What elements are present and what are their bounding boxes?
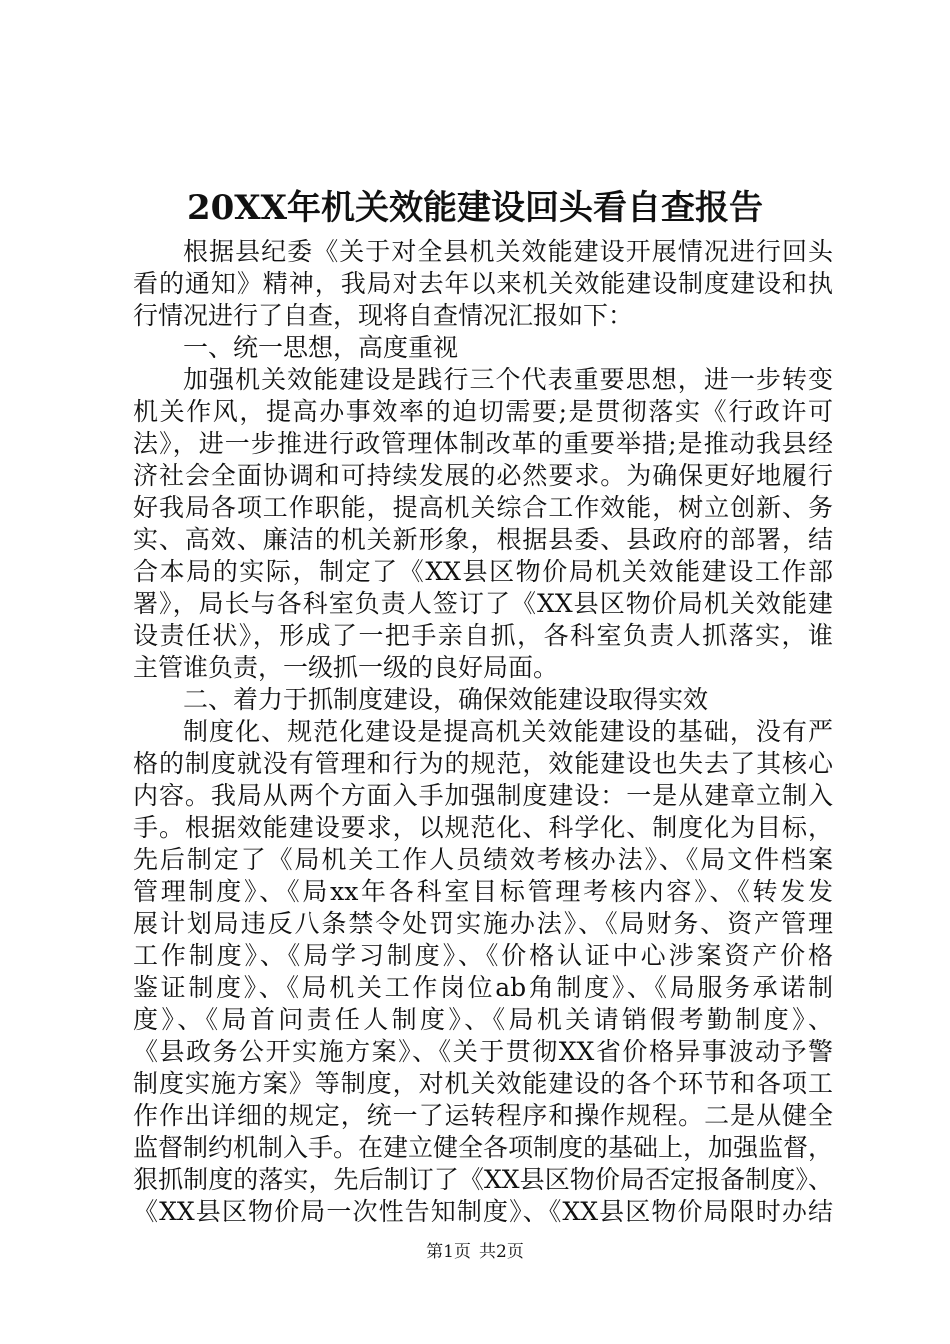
section-heading-1: 一、统一思想，高度重视 xyxy=(183,333,459,362)
page-footer xyxy=(0,1241,950,1263)
document-title: 20XX年机关效能建设回头看自查报告 xyxy=(186,188,764,228)
body-line: 鉴证制度》、《局机关工作岗位ab角制度》、《局服务承诺制 xyxy=(133,973,833,1002)
body-line: 制度化、规范化建设是提高机关效能建设的基础，没有严 xyxy=(183,717,833,746)
page-number: 第1页 xyxy=(426,1242,471,1262)
body-line: 机关作风，提高办事效率的迫切需要;是贯彻落实《行政许可 xyxy=(133,397,833,426)
body-line: 济社会全面协调和可持续发展的必然要求。为确保更好地履行 xyxy=(133,461,833,490)
page-total: 共2页 xyxy=(479,1242,524,1262)
body-line: 工作制度》、《局学习制度》、《价格认证中心涉案资产价格 xyxy=(133,941,833,970)
body-line: 度》、《局首问责任人制度》、《局机关请销假考勤制度》、 xyxy=(133,1005,833,1034)
body-line: 作作出详细的规定，统一了运转程序和操作规程。二是从健全 xyxy=(133,1101,833,1130)
document-body xyxy=(133,236,833,1228)
body-line: 主管谁负责，一级抓一级的良好局面。 xyxy=(133,653,559,682)
body-line: 内容。我局从两个方面入手加强制度建设：一是从建章立制入 xyxy=(133,781,833,810)
body-line: 手。根据效能建设要求，以规范化、科学化、制度化为目标， xyxy=(133,813,833,842)
body-line: 格的制度就没有管理和行为的规范，效能建设也失去了其核心 xyxy=(133,749,833,778)
body-line: 行情况进行了自查，现将自查情况汇报如下： xyxy=(133,301,634,330)
body-line: 署》，局长与各科室负责人签订了《XX县区物价局机关效能建 xyxy=(133,589,833,618)
body-line: 根据县纪委《关于对全县机关效能建设开展情况进行回头 xyxy=(183,237,833,266)
body-line: 监督制约机制入手。在建立健全各项制度的基础上，加强监督， xyxy=(133,1133,833,1162)
body-line: 展计划局违反八条禁令处罚实施办法》、《局财务、资产管理 xyxy=(133,909,833,938)
body-line: 先后制定了《局机关工作人员绩效考核办法》、《局文件档案 xyxy=(133,845,833,874)
body-line: 合本局的实际，制定了《XX县区物价局机关效能建设工作部 xyxy=(133,557,833,586)
body-line: 法》，进一步推进行政管理体制改革的重要举措;是推动我县经 xyxy=(133,429,833,458)
section-heading-2: 二、着力于抓制度建设，确保效能建设取得实效 xyxy=(183,685,709,714)
body-line: 制度实施方案》等制度，对机关效能建设的各个环节和各项工 xyxy=(133,1069,833,1098)
body-line: 实、高效、廉洁的机关新形象，根据县委、县政府的部署，结 xyxy=(133,525,833,554)
body-line: 加强机关效能建设是践行三个代表重要思想，进一步转变 xyxy=(183,365,833,394)
body-line: 管理制度》、《局xx年各科室目标管理考核内容》、《转发发 xyxy=(133,877,833,906)
body-line: 《县政务公开实施方案》、《关于贯彻XX省价格异事波动予警 xyxy=(133,1037,833,1066)
body-line: 看的通知》精神，我局对去年以来机关效能建设制度建设和执 xyxy=(133,269,833,298)
body-line: 好我局各项工作职能，提高机关综合工作效能，树立创新、务 xyxy=(133,493,833,522)
body-line: 设责任状》，形成了一把手亲自抓，各科室负责人抓落实，谁 xyxy=(133,621,833,650)
body-line: 《XX县区物价局一次性告知制度》、《XX县区物价局限时办结 xyxy=(133,1197,833,1226)
body-line: 狠抓制度的落实，先后制订了《XX县区物价局否定报备制度》、 xyxy=(133,1165,833,1194)
